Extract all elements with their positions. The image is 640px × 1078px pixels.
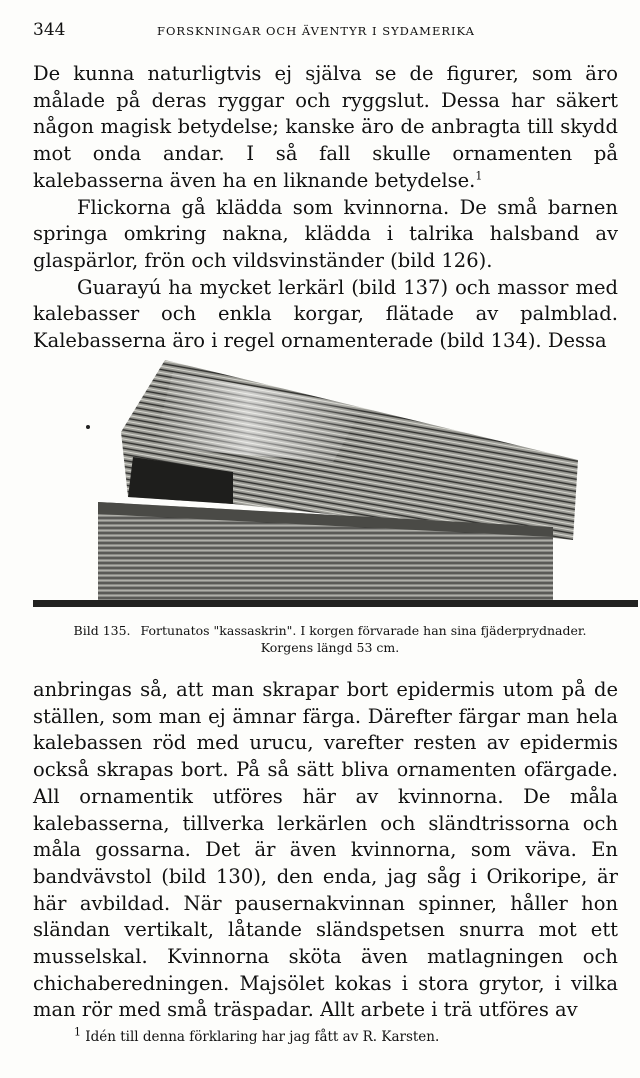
footnote — [74, 1025, 604, 1046]
basket-photo — [33, 352, 638, 610]
page-header — [33, 20, 618, 40]
figure-label: Bild 135. — [73, 623, 131, 638]
running-title: FORSKNINGAR OCH ÄVENTYR I SYDAMERIKA — [157, 24, 475, 38]
paragraph-1: De kunna naturligtvis ej själva se de figurer, som äro målade på deras ryggar och ryggslut. Dessa har säkert någon magisk betydelse; kanske äro de anbragta till skydd mot onda andar. I så fall skulle ornamenten på kalebasserna även ha en liknande betydelse. — [33, 62, 618, 192]
page-number: 344 — [33, 20, 66, 40]
speck — [86, 425, 90, 429]
ground-shadow — [33, 600, 638, 607]
caption-text: Fortunatos "kassaskrin". I korgen förvarade han sina fjäderprydnader. Korgens längd 53 cm. — [140, 623, 587, 655]
figure-caption — [60, 622, 600, 656]
paragraph-2: Flickorna gå klädda som kvinnorna. De små barnen springa omkring nakna, klädda i talrika halsband av glaspärlor, frön och vildsvinständer (bild 126). — [33, 195, 618, 272]
paragraph-4: anbringas så, att man skrapar bort epidermis utom på de ställen, som man ej ämnar färga. Därefter färgar man hela kalebassen röd med urucu, varefter resten av epidermis också skrapas bort. På så sätt bliva ornamenten ofärgade. All ornamentik utföres här av kvinnorna. De måla kalebasserna, tillverka lerkärlen och sländtrissorna och måla gossarna. Det är även kvinnorna, som väva. En bandvävstol (bild 130), den enda, jag såg i Orikoripe, är här avbildad. När pausernakvinnan spinner, håller hon sländan vertikalt, låtande sländspetsen snurra mot ett musselskal. Kvinnorna sköta även matlagningen och chichaberedningen. Majsölet kokas i stora grytor, i vilka man rör med små träspadar. Allt arbete i trä utföres av — [33, 678, 618, 1022]
paragraph-3: Guarayú ha mycket lerkärl (bild 137) och massor med kalebasser och enkla korgar, flätade av palmblad. Kalebasserna äro i regel ornamenterade (bild 134). Dessa — [33, 275, 618, 353]
footnote-marker: 1 — [74, 1025, 81, 1039]
footnote-reference: 1 — [475, 169, 483, 183]
footnote-text: Idén till denna förklaring har jag fått av R. Karsten. — [85, 1029, 440, 1045]
body-text-top — [33, 61, 618, 355]
